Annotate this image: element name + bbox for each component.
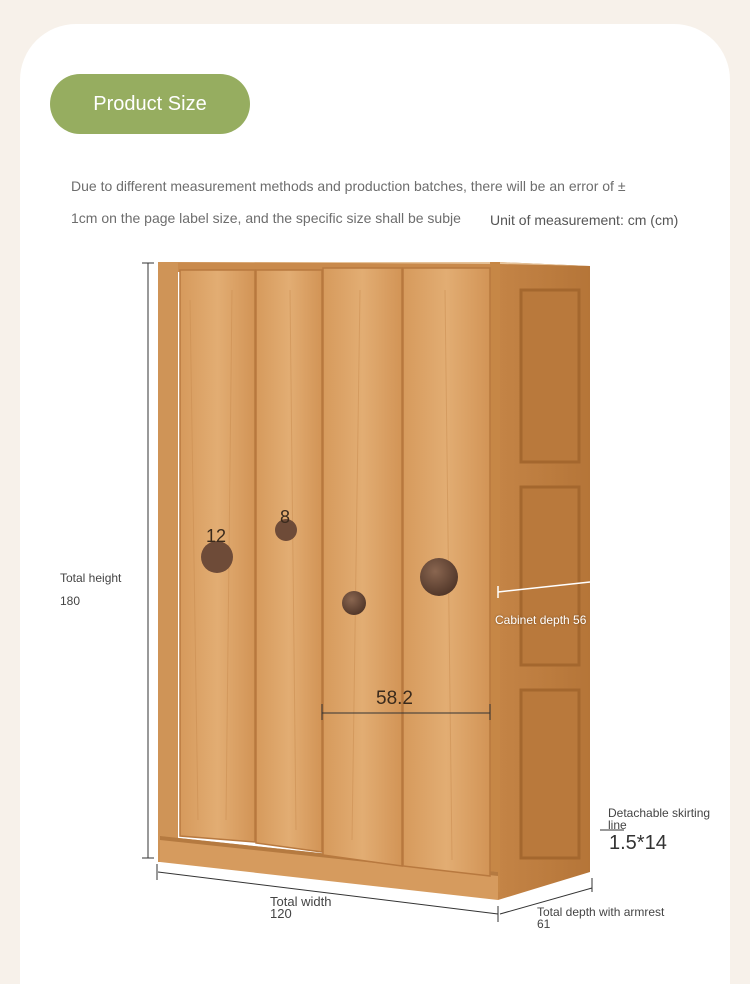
cabinet-side-panel [498, 262, 590, 900]
notice-line-1: Due to different measurement methods and production batches, there will be an error of ± [71, 178, 626, 194]
round-knob-small [342, 591, 366, 615]
notice-line-2: 1cm on the page label size, and the specific size shall be subje [71, 210, 461, 226]
skirting-label-line2: line [608, 818, 627, 832]
total-height-label: Total height [60, 571, 122, 585]
handle-left-value: 12 [206, 526, 227, 546]
armrest-depth-label: Total depth with armrest [537, 905, 665, 919]
product-size-badge: Product Size [50, 74, 250, 134]
round-knob-large [420, 558, 458, 596]
skirting-value: 1.5*14 [609, 832, 667, 854]
total-width-label: Total width [270, 894, 332, 909]
total-width-value: 120 [270, 906, 292, 921]
total-height-value: 180 [60, 594, 81, 608]
unit-of-measurement: Unit of measurement: cm (cm) [490, 212, 679, 228]
armrest-depth-value: 61 [537, 917, 551, 931]
handle-right-value: 8 [280, 507, 291, 527]
cabinet-depth-label: Cabinet depth 56 [495, 613, 587, 627]
door-width-value: 58.2 [376, 688, 413, 709]
skirting-label: Detachable skirting [608, 806, 711, 820]
